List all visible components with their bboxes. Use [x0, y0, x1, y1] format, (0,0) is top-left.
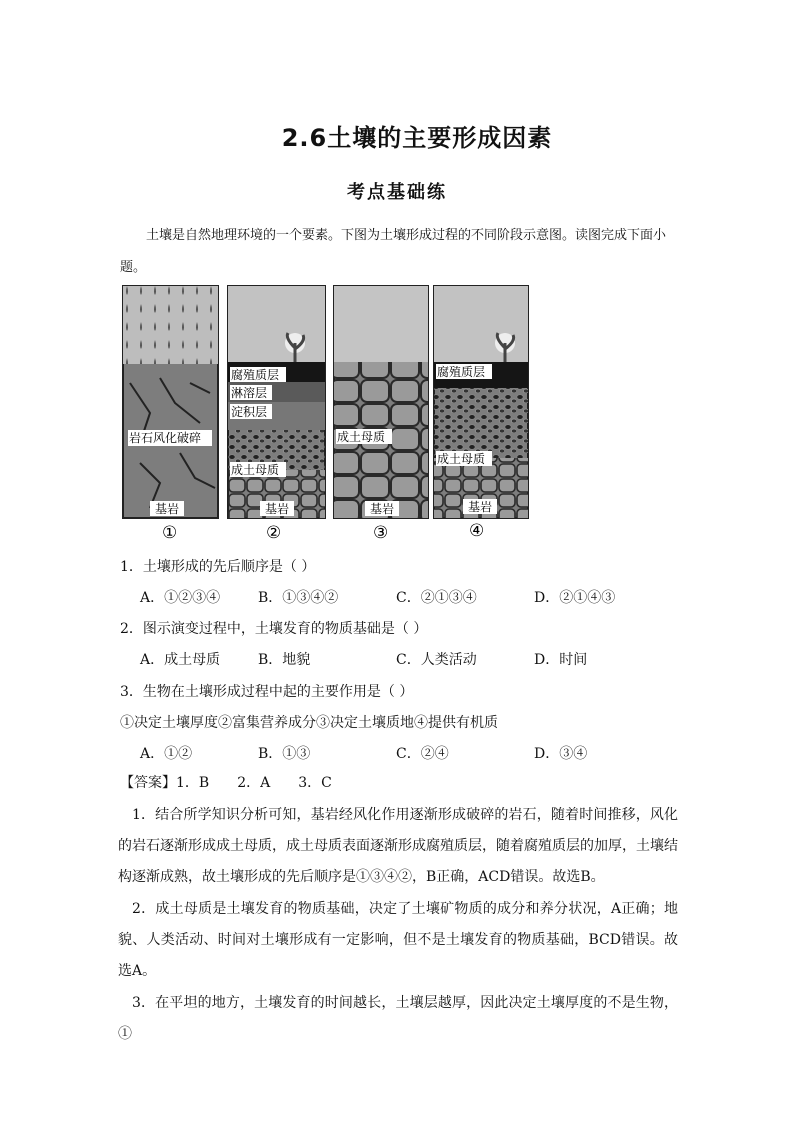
panel-4-label-humus: 腐殖质层: [437, 365, 486, 379]
question-2-option-d[interactable]: D．时间: [534, 652, 588, 668]
panel-3-number: ③: [373, 523, 389, 543]
question-3-option-a[interactable]: A．①②: [140, 746, 193, 762]
question-2-option-c[interactable]: C．人类活动: [396, 652, 477, 668]
panel-2-label-humus: 腐殖质层: [231, 368, 280, 382]
panel-4-label-bedrock: 基岩: [468, 500, 493, 514]
explanation-3-text: 3．在平坦的地方，土壤发育的时间越长，土壤层越厚，因此决定土壤厚度的不是生物，①: [118, 995, 678, 1042]
answer-key: 【答案】1．B 2．A 3．C: [120, 775, 332, 791]
page-title: 2.6土壤的主要形成因素: [281, 124, 553, 152]
question-3-option-c[interactable]: C．②④: [396, 746, 449, 762]
question-2-option-b[interactable]: B．地貌: [258, 652, 311, 668]
question-3-option-d[interactable]: D．③④: [534, 746, 588, 762]
question-3-option-b[interactable]: B．①③: [258, 746, 311, 762]
explanation-2-text: 2．成土母质是土壤发育的物质基础，决定了土壤矿物质的成分和养分状况，A正确；地貌、人类活动、时间对土壤形成有一定影响，但不是土壤发育的物质基础，BCD错误。故选A。: [118, 901, 678, 979]
question-3-statements: ①决定土壤厚度②富集营养成分③决定土壤质地④提供有机质: [120, 715, 498, 731]
question-2-stem: 2．图示演变过程中，土壤发育的物质基础是（ ）: [120, 621, 428, 637]
panel-2-label-eluvial: 淋溶层: [231, 386, 268, 400]
explanation-2: [118, 894, 678, 987]
intro-paragraph: [120, 220, 680, 284]
explanation-1-text: 1．结合所学知识分析可知，基岩经风化作用逐渐形成破碎的岩石，随着时间推移，风化的岩石逐渐形成成土母质，成土母质表面逐渐形成腐殖质层，随着腐殖质层的加厚，土壤结构逐渐成熟，故土壤形成的先后顺序是①③④②，B正确，ACD错误。故选B。: [118, 807, 678, 885]
panel-2-label-parent: 成土母质: [231, 463, 280, 477]
panel-1-number: ①: [162, 523, 178, 543]
panel-3-label-parent: 成土母质: [337, 430, 386, 444]
explanation-3: [118, 988, 678, 1050]
panel-1-label-bedrock: 基岩: [155, 502, 180, 516]
question-1-option-a[interactable]: A．①②③④: [140, 590, 221, 606]
panel-2-number: ②: [266, 523, 282, 543]
panel-4: [434, 286, 528, 541]
intro-text: 土壤是自然地理环境的一个要素。下图为土壤形成过程的不同阶段示意图。读图完成下面小题。: [120, 228, 667, 275]
panel-1: [123, 286, 218, 543]
question-1-option-b[interactable]: B．①③④②: [258, 590, 339, 606]
explanation-1: [118, 800, 678, 893]
panel-3-label-bedrock: 基岩: [370, 502, 395, 516]
panel-2-label-bedrock: 基岩: [265, 502, 290, 516]
panel-3: [334, 286, 428, 543]
question-3-stem: 3．生物在土壤形成过程中起的主要作用是（ ）: [120, 684, 414, 700]
panel-4-label-parent: 成土母质: [437, 452, 486, 466]
panel-2-label-illuvial: 淀积层: [231, 405, 268, 419]
question-1-option-d[interactable]: D．②①④③: [534, 590, 616, 606]
panel-1-label-weathering: 岩石风化破碎: [129, 431, 202, 445]
soil-formation-figure: [120, 283, 530, 543]
question-1-stem: 1．土壤形成的先后顺序是（ ）: [120, 559, 316, 575]
question-2-option-a[interactable]: A．成土母质: [140, 652, 221, 668]
panel-2: [228, 286, 325, 543]
question-1-option-c[interactable]: C．②①③④: [396, 590, 477, 606]
panel-4-number: ④: [469, 521, 485, 541]
section-subtitle: 考点基础练: [347, 182, 447, 203]
